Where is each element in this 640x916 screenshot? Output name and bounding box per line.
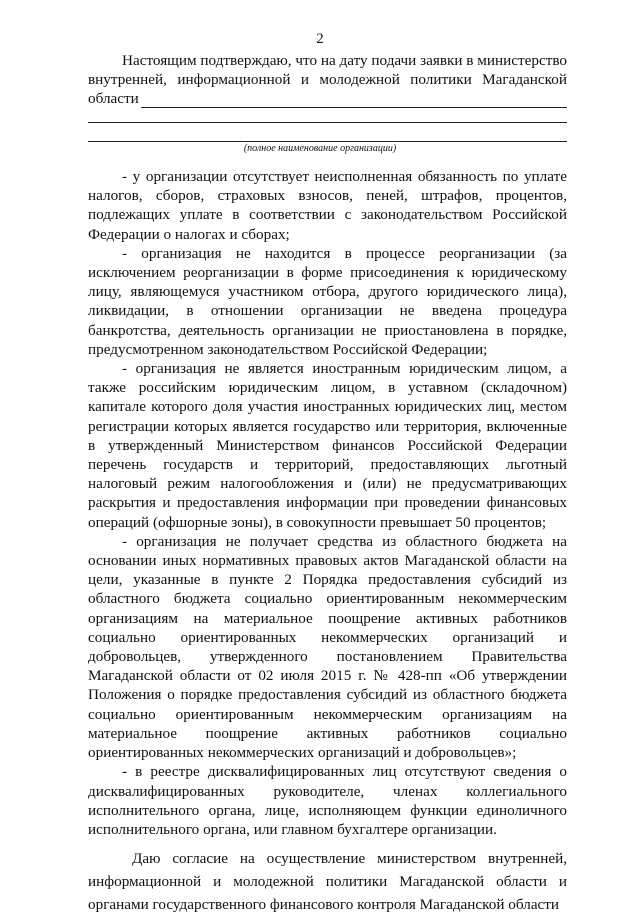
organization-name-field[interactable]	[141, 92, 567, 108]
organization-name-caption: (полное наименование организации)	[243, 143, 397, 154]
condition-item: - у организации отсутствует неисполненная обязанность по уплате налогов, сборов, страховых взносов, пеней, штрафов, процентов, подлежащих уплате в соответствии с законодательством Российской Федерации о налогах и сборах;	[88, 168, 567, 243]
condition-item: - организация не находится в процессе реорганизации (за исключением реорганизации в форме присоединения к юридическому лицу, являющемуся участником отбора, другого юридического лица), ликвидации, в отношении организации не введена процедура банкротства, деятельность организации не приостановлена в порядке, предусмотренном законодательством Российской Федерации;	[88, 244, 567, 358]
intro-block	[88, 51, 567, 108]
condition-item: - организация не является иностранным юридическим лицом, а также российским юридическим лицом, в уставном (складочном) капитале которого доля участия иностранных юридических лиц, местом регистрации которых является государство или территория, включенные в утвержденный Министерством финансов Российской Федерации перечень государств и территорий, предоставляющих льготный налоговый режим налогообложения и (или) не предусматривающих раскрытия и предоставления информации при проведении финансовых операций (офшорные зоны), в совокупности превышает 50 процентов;	[88, 360, 567, 531]
intro-oblasti-word: области	[88, 90, 139, 107]
conditions-list	[88, 167, 567, 916]
intro-line-1: Настоящим подтверждаю, что на дату подачи заявки в министерство	[122, 52, 568, 69]
page-number: 2	[316, 31, 324, 47]
condition-item: - в реестре дисквалифицированных лиц отсутствуют сведения о дисквалифицированных руководителе, членах коллегиального исполнительного органа, лице, исполняющем функции единоличного исполнительного органа, или главном бухгалтере организации.	[88, 763, 567, 838]
condition-item: - организация не получает средства из областного бюджета на основании иных нормативных правовых актов Магаданской области на цели, указанные в пункте 2 Порядка предоставления субсидий из областного бюджета социально ориентированным некоммерческим организациям на материальное поощрение активных работников социально ориентированных некоммерческих организаций и добровольцев, утвержденного постановлением Правительства Магаданской области от 02 июля 2015 г. № 428-пп «Об утверждении Положения о порядке предоставления субсидий из областного бюджета социально ориентированным некоммерческим организациям на материальное поощрение активных работников социально ориентированных некоммерческих организаций и добровольцев»;	[88, 532, 567, 762]
organization-name-line-2[interactable]	[88, 122, 567, 123]
consent-paragraph: Даю согласие на осуществление министерством внутренней, информационной и молодежной политики Магаданской области и органами государственного финансового контроля Магаданской области	[88, 850, 567, 914]
intro-line-3	[88, 89, 567, 108]
intro-line-2: внутренней, информационной и молодежной политики Магаданской	[88, 71, 567, 88]
organization-name-line-3[interactable]	[88, 141, 567, 142]
